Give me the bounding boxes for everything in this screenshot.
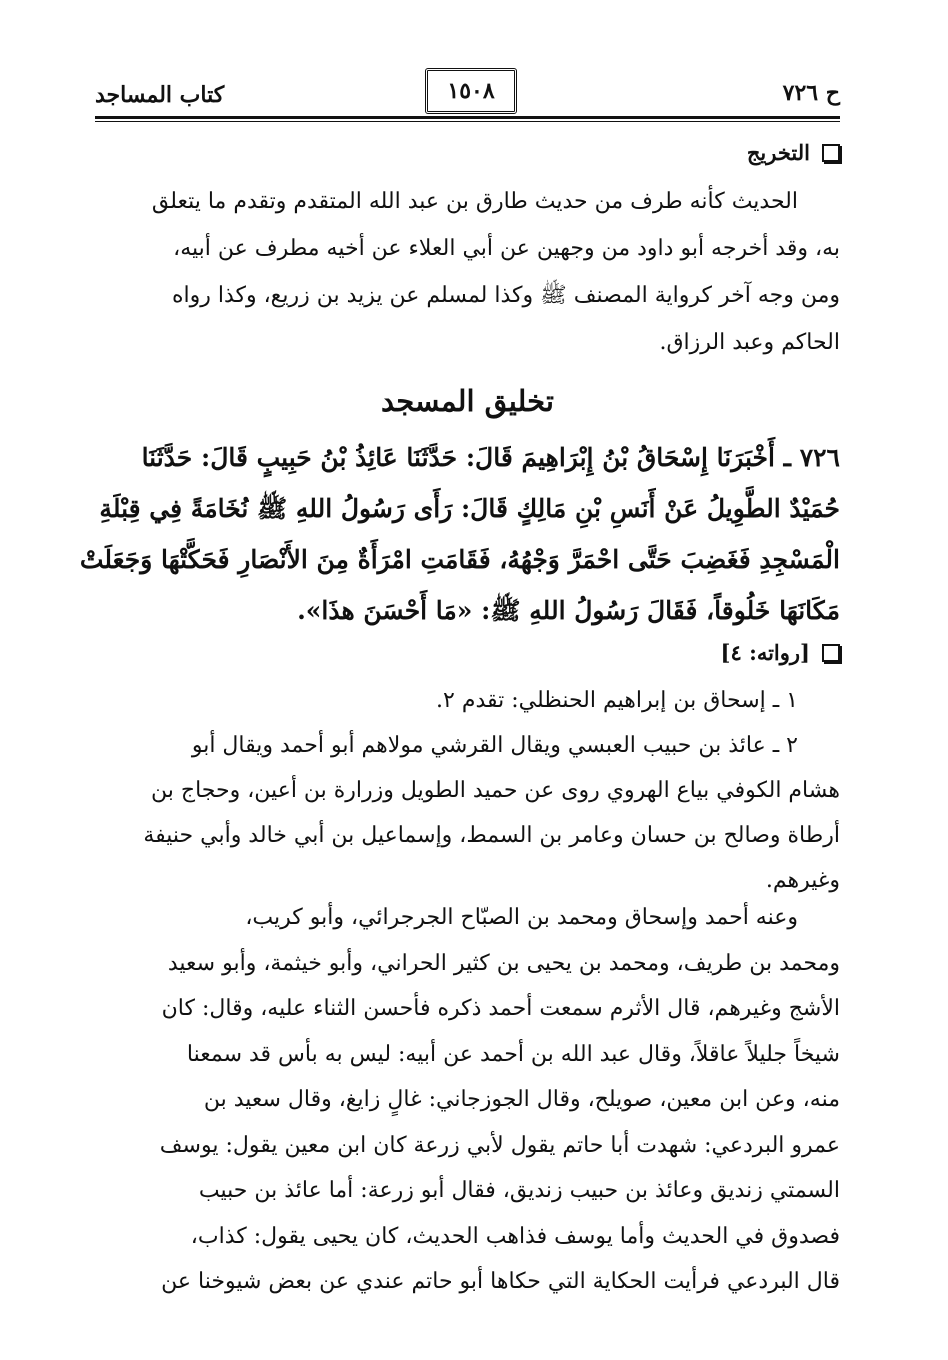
hadith-number-ref: ح ٧٢٦: [782, 80, 840, 106]
text-line: هشام الكوفي بياع الهروي روى عن حميد الطويل وزرارة بن أعين، وحجاج بن: [151, 778, 840, 803]
text-line: وعنه أحمد وإسحاق ومحمد بن الصبّاح الجرجرائي، وأبو كريب،: [245, 905, 798, 930]
takhrij-heading: [747, 140, 840, 165]
narrators-paragraph: [95, 678, 840, 903]
text-line: الحديث كأنه طرف من حديث طارق بن عبد الله المتقدم وتقدم ما يتعلق: [151, 189, 798, 214]
text-line: أرطاة وصالح بن حسان وعامر بن السمط، وإسماعيل بن أبي خالد وأبي حنيفة: [143, 823, 840, 848]
checkbox-square-icon: [822, 644, 840, 662]
text-line: ١ ـ إسحاق بن إبراهيم الحنظلي: تقدم ٢.: [436, 688, 798, 713]
text-line: فصدوق في الحديث وأما يوسف فذاهب الحديث، كان يحيى يقول: كذاب،: [190, 1223, 840, 1249]
page-header: [95, 68, 840, 116]
page-number-box: [425, 68, 517, 114]
text-line: ومن وجه آخر كرواية المصنف ﷺ وكذا لمسلم عن يزيد بن زريع، وكذا رواه: [171, 283, 840, 308]
text-line: عمرو البردعي: شهدت أبا حاتم يقول لأبي زرعة كان ابن معين يقول: يوسف: [159, 1132, 840, 1158]
text-line: قال البردعي فرأيت الحكاية التي حكاها أبو حاتم عندي عن بعض شيوخنا عن: [161, 1269, 840, 1294]
hadith-text: [79, 432, 840, 636]
text-line: به، وقد أخرجه أبو داود من وجهين عن أبي العلاء عن أخيه مطرف عن أبيه،: [173, 236, 840, 261]
takhrij-heading-label: التخريج: [746, 140, 810, 165]
text-line: السمتي زنديق وعائذ بن حبيب زنديق، فقال أبو زرعة: أما عائذ بن حبيب: [198, 1178, 840, 1203]
header-rule: [95, 116, 840, 119]
page-number: ١٥٠٨: [447, 78, 495, 104]
chapter-title: تخليق المسجد: [381, 384, 554, 418]
hadith-line: ٧٢٦ ـ أَخْبَرَنَا إِسْحَاقُ بْنُ إِبْرَاهِيمَ قَالَ: حَدَّثَنَا عَائِذُ بْنُ حَبِيبٍ قَالَ: حَدَّثَنَا: [141, 443, 840, 472]
text-line: ٢ ـ عائذ بن حبيب العبسي ويقال القرشي مولاهم أبو أحمد ويقال أبو: [191, 733, 798, 758]
text-line: وغيرهم.: [765, 868, 840, 893]
text-line: الحاكم وعبد الرزاق.: [659, 330, 840, 355]
narrator-details-paragraph: [95, 895, 840, 1305]
header-rule-thin: [95, 121, 840, 122]
text-line: منه، وعن ابن معين، صويلح، وقال الجوزجاني: غالٍ زايغ، وقال سعيد بن: [203, 1087, 840, 1112]
text-line: الأشج وغيرهم، قال الأثرم سمعت أحمد ذكره فأحسن الثناء عليه، وقال: كان: [161, 996, 840, 1021]
hadith-line: مَكَانَهَا خَلُوقاً، فَقَالَ رَسُولُ اللهِ ﷺ: «مَا أَحْسَنَ هذَا».: [297, 596, 840, 625]
text-line: شيخاً جليلاً عاقلاً، وقال عبد الله بن أحمد عن أبيه: ليس به بأس قد سمعنا: [186, 1041, 840, 1067]
checkbox-square-icon: [822, 144, 840, 162]
hadith-line: الْمَسْجِدِ فَغَضِبَ حَتَّى احْمَرَّ وَجْهُهُ، فَقَامَتِ امْرَأَةٌ مِنَ الأَنْصَارِ فَحَكَّتْهَا وَجَعَلَتْ: [79, 545, 840, 574]
takhrij-paragraph: [95, 178, 840, 366]
text-line: ومحمد بن طريف، ومحمد بن يحيى بن كثير الحراني، وأبو خيثمة، وأبو سعيد: [167, 950, 840, 976]
narrators-heading-label: [رواته: ٤]: [720, 640, 810, 665]
book-chapter-title: كتاب المساجد: [95, 82, 225, 108]
hadith-line: حُمَيْدٌ الطَّوِيلُ عَنْ أَنَسِ بْنِ مَالِكٍ قَالَ: رَأَى رَسُولُ اللهِ ﷺ نُخَامَةً فِي قِبْلَةِ: [99, 494, 840, 523]
narrators-heading: [721, 640, 840, 665]
